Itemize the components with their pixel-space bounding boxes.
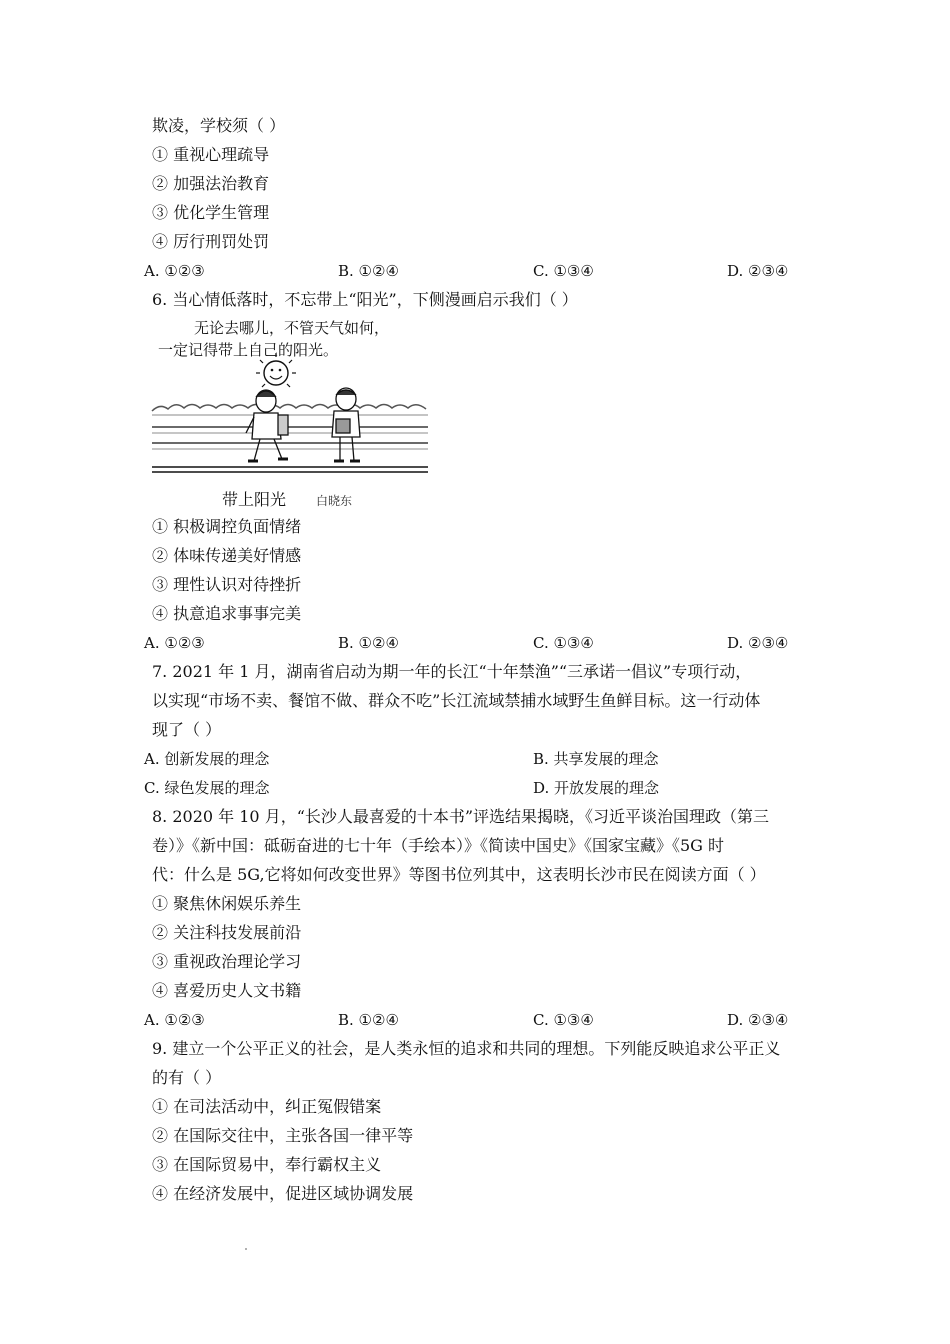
q8-option-d[interactable]: D. ②③④ — [727, 1011, 789, 1029]
q6-option-c[interactable]: C. ①③④ — [533, 634, 594, 652]
q6-item-1: ① 积极调控负面情绪 — [152, 517, 302, 536]
q8-stem-line3: 代：什么是 5G,它将如何改变世界》等图书位列其中，这表明长沙市民在阅读方面（ ） — [152, 865, 766, 884]
q8-options — [144, 1010, 814, 1030]
q6-item-3: ③ 理性认识对待挫折 — [152, 575, 302, 594]
q7-option-d[interactable]: D. 开放发展的理念 — [533, 779, 660, 797]
q5-stem-tail: 欺凌，学校须（ ） — [152, 116, 286, 135]
q6-item-2: ② 体味传递美好情感 — [152, 546, 302, 565]
q8-item-4: ④ 喜爱历史人文书籍 — [152, 981, 302, 1000]
boy-figure-left — [246, 390, 288, 461]
q6-option-d[interactable]: D. ②③④ — [727, 634, 789, 652]
q6-item-4: ④ 执意追求事事完美 — [152, 604, 302, 623]
q6-stem: 6. 当心情低落时，不忘带上“阳光”，下侧漫画启示我们（ ） — [152, 290, 578, 309]
q7-options-row2 — [144, 778, 814, 798]
q9-item-3: ③ 在国际贸易中，奉行霸权主义 — [152, 1155, 382, 1174]
q5-option-d[interactable]: D. ②③④ — [727, 262, 789, 280]
cartoon-title: 带上阳光 — [222, 490, 287, 509]
q8-item-1: ① 聚焦休闲娱乐养生 — [152, 894, 302, 913]
cartoon-speech-line2: 一定记得带上自己的阳光。 — [158, 341, 339, 359]
q9-stem-line2: 的有（ ） — [152, 1068, 222, 1087]
q9-item-1: ① 在司法活动中，纠正冤假错案 — [152, 1097, 382, 1116]
q7-stem-line2: 以实现“市场不卖、餐馆不做、群众不吃”长江流域禁捕水域野生鱼鲜目标。这一行动体 — [152, 691, 761, 710]
cartoon-drawing — [150, 315, 430, 515]
q7-stem-line1: 7. 2021 年 1 月，湖南省启动为期一年的长江“十年禁渔”“三承诺一倡议”专项行动， — [152, 662, 752, 681]
q8-stem-line2: 卷）》《新中国：砥砺奋进的七十年（手绘本）》《简读中国史》《国家宝藏》《5G 时 — [152, 836, 725, 855]
q6-option-a[interactable]: A. ①②③ — [144, 634, 205, 652]
q8-item-3: ③ 重视政治理论学习 — [152, 952, 302, 971]
boy-figure-right — [332, 388, 360, 461]
q5-item-3: ③ 优化学生管理 — [152, 203, 270, 222]
q9-item-4: ④ 在经济发展中，促进区域协调发展 — [152, 1184, 414, 1203]
q7-stem-line3: 现了（ ） — [152, 720, 222, 739]
cartoon-author: 白晓东 — [316, 494, 353, 508]
q7-option-a[interactable]: A. 创新发展的理念 — [144, 750, 270, 768]
q5-item-1: ① 重视心理疏导 — [152, 145, 270, 164]
q5-option-a[interactable]: A. ①②③ — [144, 262, 205, 280]
q8-option-a[interactable]: A. ①②③ — [144, 1011, 205, 1029]
cartoon-speech-line1: 无论去哪儿，不管天气如何， — [194, 319, 390, 337]
cartoon-figure — [150, 315, 430, 515]
q5-option-c[interactable]: C. ①③④ — [533, 262, 594, 280]
q8-stem-line1: 8. 2020 年 10 月，“长沙人最喜爱的十本书”评选结果揭晓，《习近平谈治国理政（第三 — [152, 807, 770, 826]
q7-options-row1 — [144, 749, 814, 769]
q6-option-b[interactable]: B. ①②④ — [338, 634, 399, 652]
q5-item-4: ④ 厉行刑罚处罚 — [152, 232, 270, 251]
q6-options — [144, 633, 814, 653]
q5-item-2: ② 加强法治教育 — [152, 174, 270, 193]
hedge-line — [152, 405, 426, 412]
q5-options — [144, 261, 814, 281]
q9-stem-line1: 9. 建立一个公平正义的社会，是人类永恒的追求和共同的理想。下列能反映追求公平正义 — [152, 1039, 781, 1058]
q7-option-c[interactable]: C. 绿色发展的理念 — [144, 779, 270, 797]
q7-option-b[interactable]: B. 共享发展的理念 — [533, 750, 659, 768]
stray-dot — [245, 1248, 247, 1250]
q8-option-b[interactable]: B. ①②④ — [338, 1011, 399, 1029]
q9-item-2: ② 在国际交往中，主张各国一律平等 — [152, 1126, 414, 1145]
q8-item-2: ② 关注科技发展前沿 — [152, 923, 302, 942]
q5-option-b[interactable]: B. ①②④ — [338, 262, 399, 280]
q8-option-c[interactable]: C. ①③④ — [533, 1011, 594, 1029]
